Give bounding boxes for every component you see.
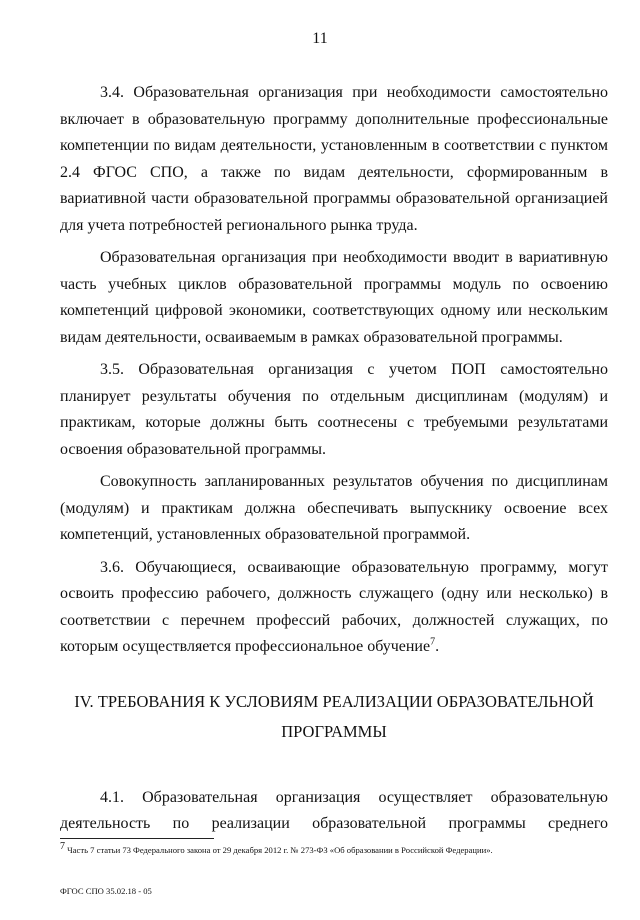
page-number: 11 bbox=[312, 30, 328, 47]
section-heading-line-1: IV. ТРЕБОВАНИЯ К УСЛОВИЯМ РЕАЛИЗАЦИИ ОБРАЗОВАТЕЛЬНОЙ bbox=[74, 691, 594, 711]
paragraph-learning-outcomes: Совокупность запланированных результатов обучения по дисциплинам (модулям) и практикам должна обеспечивать выпускнику освоение всех компетенций, установленных образовательной программой. bbox=[60, 473, 608, 543]
document-body bbox=[60, 80, 608, 844]
paragraph-3-6: 3.6. Обучающиеся, осваивающие образовательную программу, могут освоить профессию рабочего, должность служащего (одну или несколько) в соответствии с перечнем профессий рабочих, должностей служащих, по которым осуществляется профессиональное обучение$^7$. bbox=[60, 558, 608, 655]
section-heading bbox=[60, 687, 608, 747]
footnote bbox=[60, 841, 620, 856]
footnote-text: Часть 7 статьи 73 Федерального закона от 29 декабря 2012 г. № 273-ФЗ «Об образовании в Российской Федерации». bbox=[65, 845, 493, 855]
footnote-divider bbox=[60, 838, 214, 839]
section-heading-line-2: ПРОГРАММЫ bbox=[281, 721, 387, 741]
footnote-marker: 7 bbox=[60, 841, 65, 853]
document-code: ФГОС СПО 35.02.18 - 05 bbox=[60, 886, 152, 896]
paragraph-3-5: 3.5. Образовательная организация с учетом ПОП самостоятельно планирует результаты обучения по отдельным дисциплинам (модулям) и практикам, которые должны быть соотнесены с требуемыми результатами освоения образовательной программы. bbox=[60, 361, 608, 458]
paragraph-4-1: 4.1. Образовательная организация осуществляет образовательную деятельность по реализации образовательной программы среднего bbox=[60, 788, 608, 832]
paragraph-digital-economy: Образовательная организация при необходимости вводит в вариативную часть учебных циклов образовательной программы модуль по освоению компетенций цифровой экономики, соответствующих одному или нескольким видам деятельности, осваиваемым в рамках образовательной программы. bbox=[60, 249, 608, 346]
footnote-reference[interactable]: 7 bbox=[430, 636, 436, 648]
paragraph-3-4: 3.4. Образовательная организация при необходимости самостоятельно включает в образовательную программу дополнительные профессиональные компетенции по видам деятельности, установленным в соответствии с пунктом 2.4 ФГОС СПО, а также по видам деятельности, сформированным в вариативной части образовательной программы образовательной организацией для учета потребностей регионального рынка труда. bbox=[60, 84, 608, 234]
paragraph-3-6-text: 3.6. Обучающиеся, осваивающие образовательную программу, могут освоить профессию рабочего, должность служащего (одну или несколько) в соответствии с перечнем профессий рабочих, должностей служащих, по которым осуществляется профессиональное обучение bbox=[60, 558, 608, 655]
